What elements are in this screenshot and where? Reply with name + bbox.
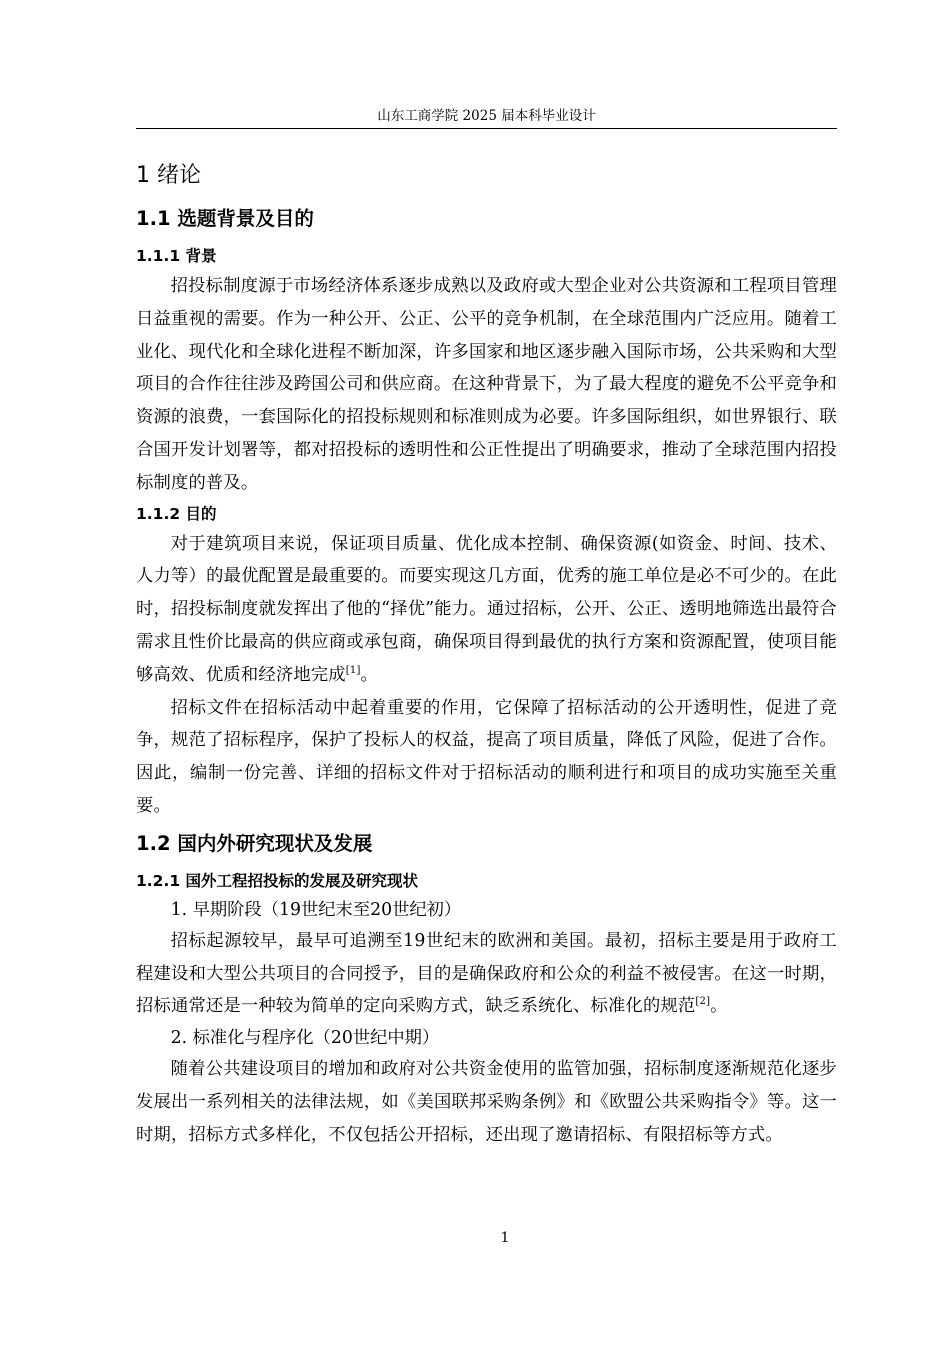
running-header: 山东工商学院 2025 届本科毕业设计 xyxy=(377,108,596,124)
page-content xyxy=(136,156,837,1152)
early-stage-paragraph xyxy=(136,925,837,1023)
section-1-2-title: 1.2 国内外研究现状及发展 xyxy=(136,831,373,855)
section-1-1-1-title: 1.1.1 背景 xyxy=(136,247,217,265)
background-paragraph: 招投标制度源于市场经济体系逐步成熟以及政府或大型企业对公共资源和工程项目管理日益重视的需要。作为一种公开、公正、公平的竞争机制，在全球范围内广泛应用。随着工业化、现代化和全球化进程不断加深，许多国家和地区逐步融入国际市场，公共采购和大型项目的合作往往涉及跨国公司和供应商。在这种背景下，为了最大程度的避免不公平竞争和资源的浪费，一套国际化的招投标规则和标准则成为必要。许多国际组织，如世界银行、联合国开发计划署等，都对招投标的透明性和公正性提出了明确要求，推动了全球范围内招投标制度的普及。 xyxy=(136,276,837,493)
section-1-1-2-title: 1.1.2 目的 xyxy=(136,504,217,523)
citation-1: [1] xyxy=(345,664,361,676)
purpose-paragraph-1-text: 对于建筑项目来说，保证项目质量、优化成本控制、确保资源(如资金、时间、技术、人力等）的最优配置是最重要的。而要实现这几方面，优秀的施工单位是必不可少的。在此时，招投标制度就发挥出了他的“择优”能力。通过招标，公开、公正、透明地筛选出最符合需求且性价比最高的供应商或承包商，确保项目得到最优的执行方案和资源配置，使项目能够高效、优质和经济地完成 xyxy=(136,533,837,685)
section-1-2-1-title: 1.2.1 国外工程招投标的发展及研究现状 xyxy=(136,871,419,890)
early-stage-paragraph-end: 。 xyxy=(710,996,728,1017)
standardization-paragraph: 随着公共建设项目的增加和政府对公共资金使用的监管加强，招标制度逐渐规范化逐步发展出一系列相关的法律法规，如《美国联邦采购条例》和《欧盟公共采购指令》等。这一时期，招标方式多样化，不仅包括公开招标，还出现了邀请招标、有限招标等方式。 xyxy=(136,1059,837,1145)
purpose-paragraph-1-end: 。 xyxy=(360,664,379,685)
citation-2: [2] xyxy=(695,996,711,1008)
page-number: 1 xyxy=(500,1230,510,1246)
purpose-paragraph-1 xyxy=(136,528,837,692)
list-item-early-stage: 1. 早期阶段（19世纪末至20世纪初） xyxy=(170,899,462,920)
purpose-paragraph-2: 招标文件在招标活动中起着重要的作用，它保障了招标活动的公开透明性，促进了竞争，规范了招标程序，保护了投标人的权益，提高了项目质量，降低了风险，促进了合作。因此，编制一份完善、详细的招标文件对于招标活动的顺利进行和项目的成功实施至关重要。 xyxy=(136,697,837,816)
early-stage-paragraph-text: 招标起源较早，最早可追溯至19世纪末的欧洲和美国。最初，招标主要是用于政府工程建设和大型公共项目的合同授予，目的是确保政府和公众的利益不被侵害。在这一时期，招标通常还是一种较为简单的定向采购方式，缺乏系统化、标准化的规范 xyxy=(136,930,837,1017)
list-item-standardization: 2. 标准化与程序化（20世纪中期） xyxy=(170,1028,440,1049)
header-rule xyxy=(136,128,837,129)
chapter-title: 1 绪论 xyxy=(136,163,201,188)
section-1-1-title: 1.1 选题背景及目的 xyxy=(136,207,314,230)
